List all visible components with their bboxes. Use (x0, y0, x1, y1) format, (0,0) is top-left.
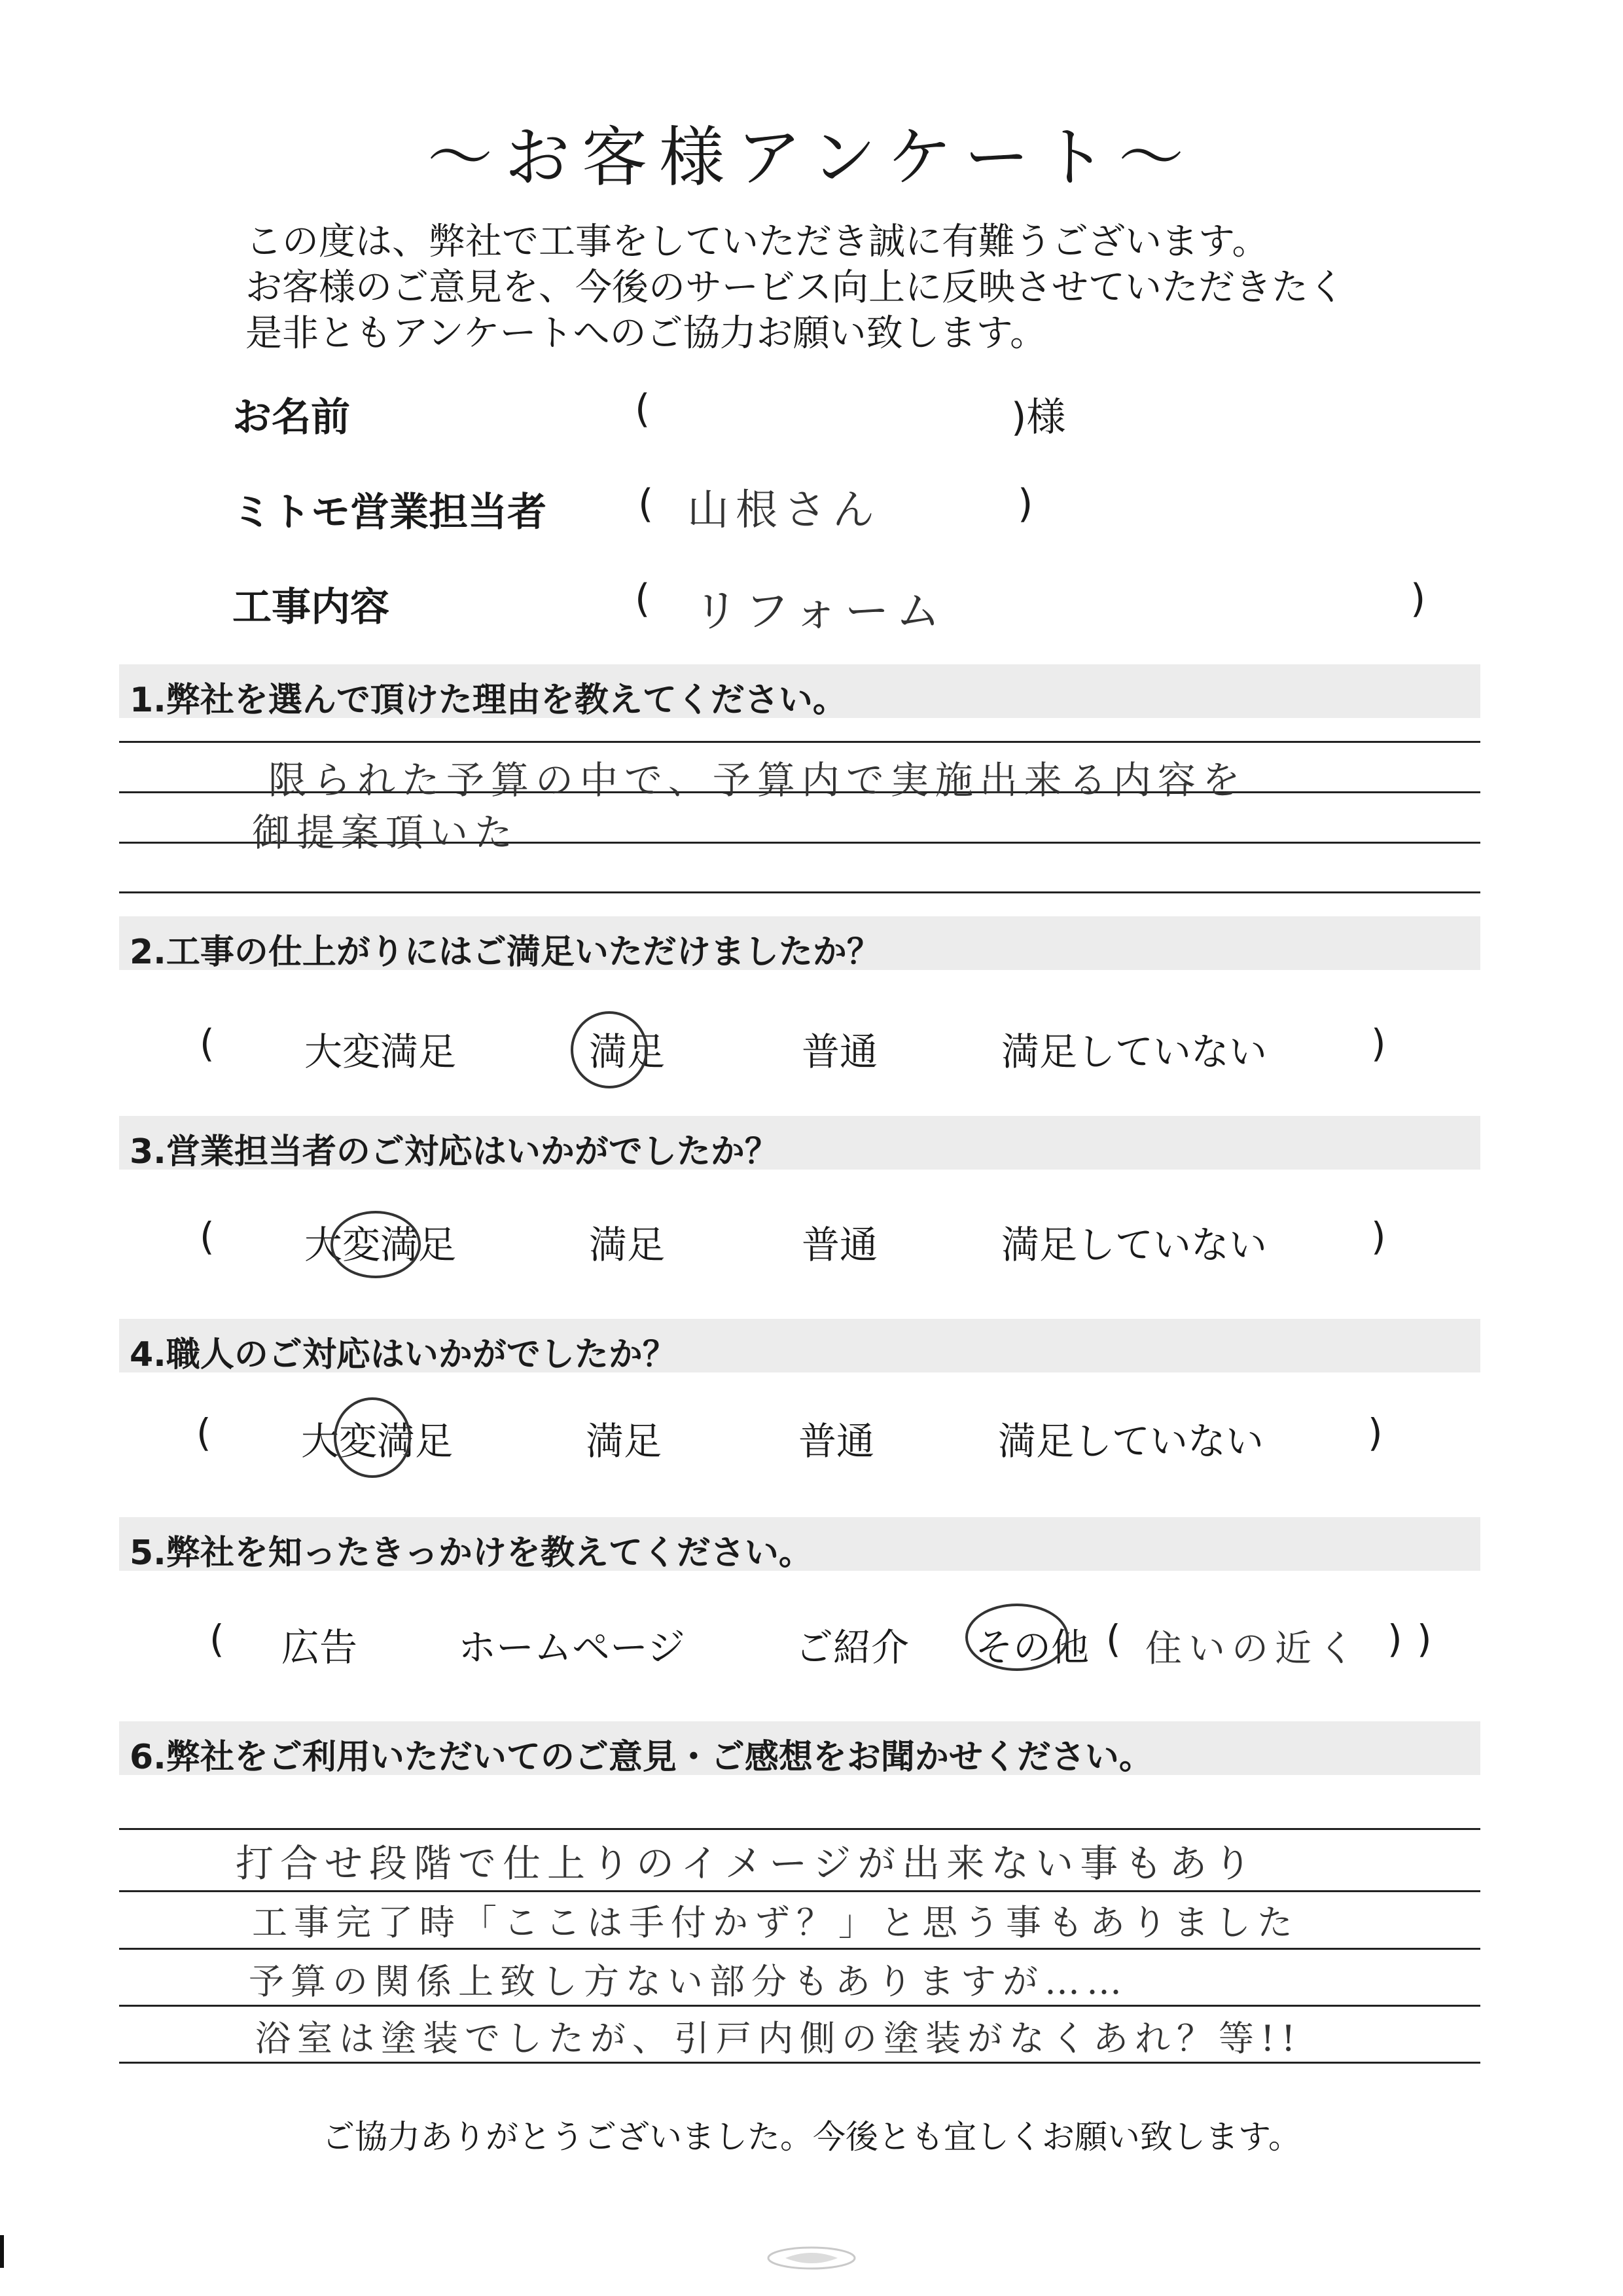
q6-answer-line-3[interactable]: 予算の関係上致し方ない部分もありますが…… (249, 1961, 1128, 2002)
work-content-close-paren: ) (1410, 576, 1426, 622)
sales-rep-value[interactable]: 山根さん (687, 486, 881, 535)
q2-selected-circle (571, 1011, 648, 1088)
q3-open-paren: ( (200, 1214, 215, 1259)
q6-rule-2 (119, 1890, 1480, 1892)
q4-option-satisfied[interactable]: 満足 (586, 1419, 662, 1463)
q3-close-paren: ) (1371, 1214, 1386, 1259)
q1-answer-line-1[interactable]: 限られた予算の中で、予算内で実施出来る内容を (268, 758, 1247, 802)
sales-rep-label: ミトモ営業担当者 (232, 490, 546, 535)
q5-other-open-paren: ( (1106, 1617, 1121, 1661)
q6-rule-4 (119, 2005, 1480, 2007)
q2-question: 2.工事の仕上がりにはご満足いただけましたか？ (130, 933, 881, 972)
q3-option-normal[interactable]: 普通 (802, 1223, 878, 1267)
sales-rep-open-paren: ( (638, 481, 654, 527)
q2-close-paren: ) (1371, 1021, 1386, 1066)
q5-question: 5.弊社を知ったきっかけを教えてください。 (130, 1534, 813, 1573)
q3-option-very-satisfied[interactable]: 大変満足 (304, 1223, 457, 1267)
q2-open-paren: ( (200, 1021, 215, 1066)
q6-rule-3 (119, 1948, 1480, 1950)
q4-option-not-satisfied[interactable]: 満足していない (998, 1419, 1264, 1463)
q6-answer-line-2[interactable]: 工事完了時「ここは手付かず？」と思う事もありました (252, 1902, 1299, 1943)
q3-question: 3.営業担当者のご対応はいかがでしたか？ (130, 1132, 779, 1172)
q2-option-satisfied[interactable]: 満足 (589, 1030, 666, 1074)
q2-option-not-satisfied[interactable]: 満足していない (1001, 1030, 1268, 1074)
q4-open-paren: ( (196, 1410, 211, 1455)
q1-rule-1 (119, 741, 1480, 743)
q5-option-homepage[interactable]: ホームページ (458, 1625, 685, 1670)
intro-line-2: お客様のご意見を、今後のサービス向上に反映させていただきたく (245, 266, 1345, 309)
closing-message: ご協力ありがとうございました。今後とも宜しくお願い致します。 (322, 2118, 1301, 2156)
intro-line-3: 是非ともアンケートへのご協力お願い致します。 (245, 312, 1047, 355)
q5-other-close-paren: ) (1387, 1617, 1402, 1661)
work-content-open-paren: ( (635, 576, 651, 622)
q2-option-normal[interactable]: 普通 (802, 1030, 878, 1074)
work-content-label: 工事内容 (232, 584, 389, 630)
q5-other-value[interactable]: 住いの近く (1145, 1628, 1361, 1670)
q1-rule-4 (119, 891, 1480, 893)
q6-rule-5 (119, 2062, 1480, 2064)
work-content-value[interactable]: リフォーム (694, 586, 947, 637)
q3-option-satisfied[interactable]: 満足 (589, 1223, 666, 1267)
q3-option-not-satisfied[interactable]: 満足していない (1001, 1223, 1268, 1267)
survey-title: ～お客様アンケート～ (427, 119, 1196, 196)
q5-option-other[interactable]: その他 (975, 1625, 1090, 1670)
q3-selected-circle (330, 1211, 421, 1278)
scan-edge-mark (0, 2235, 4, 2268)
q4-option-very-satisfied[interactable]: 大変満足 (301, 1419, 454, 1463)
q5-open-paren: ( (209, 1617, 224, 1661)
q5-selected-circle (965, 1604, 1069, 1671)
q4-close-paren: ) (1368, 1410, 1383, 1455)
q5-option-referral[interactable]: ご紹介 (795, 1625, 910, 1670)
q6-answer-line-1[interactable]: 打合せ段階で仕上りのイメージが出来ない事もあり (236, 1841, 1258, 1886)
q5-close-paren: ) (1417, 1617, 1432, 1661)
sales-rep-close-paren: ) (1018, 481, 1033, 527)
q6-rule-1 (119, 1828, 1480, 1830)
name-close-paren: )様 (1011, 395, 1066, 440)
q6-question: 6.弊社をご利用いただいてのご意見・ご感想をお聞かせください。 (130, 1738, 1153, 1777)
q4-question: 4.職人のご対応はいかがでしたか？ (130, 1335, 677, 1374)
q4-option-normal[interactable]: 普通 (798, 1419, 875, 1463)
q2-option-very-satisfied[interactable]: 大変満足 (304, 1030, 457, 1074)
q5-option-advertisement[interactable]: 広告 (281, 1625, 358, 1670)
q6-answer-line-4[interactable]: 浴室は塗装でしたが、引戸内側の塗装がなくあれ？等!! (255, 2018, 1302, 2059)
q1-answer-line-2[interactable]: 御提案頂いた (252, 810, 520, 855)
company-logo-icon (766, 2245, 857, 2271)
q4-selected-circle (334, 1397, 411, 1478)
name-label: お名前 (232, 395, 350, 440)
q1-question: 1.弊社を選んで頂けた理由を教えてください。 (130, 681, 847, 720)
name-open-paren: ( (635, 386, 651, 432)
intro-line-1: この度は、弊社で工事をしていただき誠に有難うございます。 (245, 221, 1269, 263)
